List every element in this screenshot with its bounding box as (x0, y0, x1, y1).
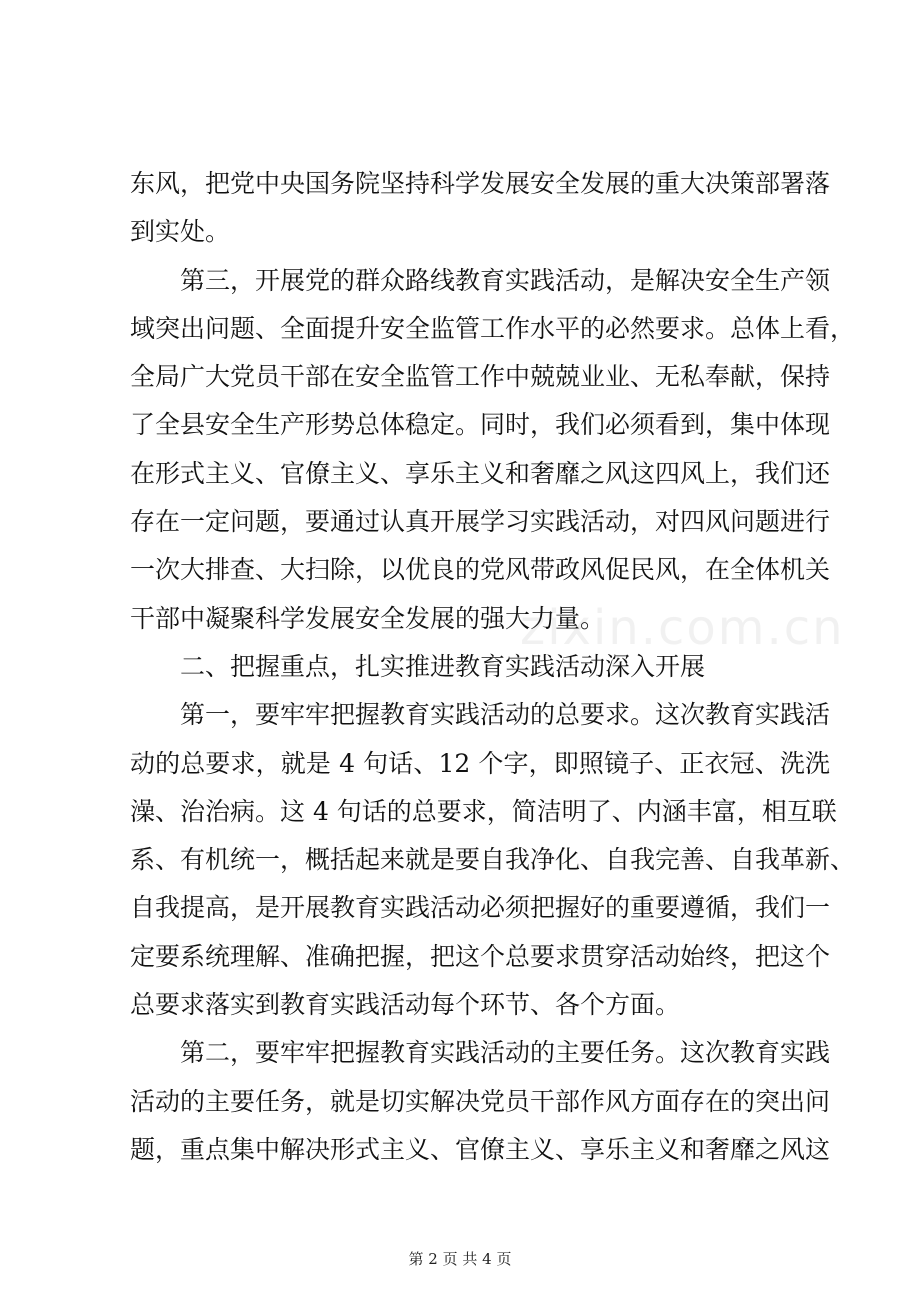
body-text (130, 160, 856, 1174)
text-line: 东风，把党中央国务院坚持科学发展安全发展的重大决策部署落 (130, 169, 831, 198)
text-line: 域突出问题、全面提升安全监管工作水平的必然要求。总体上看， (130, 313, 856, 343)
text-line: 全局广大党员干部在安全监管工作中兢兢业业、无私奉献，保持 (130, 362, 831, 392)
watermark: zixin.com.cn (520, 600, 845, 656)
text-line: 一次大排查、大扫除，以优良的党风带政风促民风，在全体机关 (130, 555, 831, 585)
text-line: 澡、治治病。这 4 句话的总要求，简洁明了、内涵丰富，相互联 (130, 796, 837, 826)
text-line: 干部中凝聚科学发展安全发展的强大力量。 (130, 603, 606, 633)
text-line: 第二，要牢牢把握教育实践活动的主要任务。这次教育实践 (130, 1038, 831, 1068)
text-line: 总要求落实到教育实践活动每个环节、各个方面。 (130, 990, 681, 1020)
page-footer: 第 2 页 共 4 页 (408, 1250, 512, 1268)
text-line: 活动的主要任务，就是切实解决党员干部作风方面存在的突出问 (130, 1086, 831, 1116)
text-line: 定要系统理解、准确把握，把这个总要求贯穿活动始终，把这个 (130, 941, 831, 971)
text-line: 自我提高，是开展教育实践活动必须把握好的重要遵循，我们一 (130, 893, 831, 923)
text-line: 第一，要牢牢把握教育实践活动的总要求。这次教育实践活 (130, 700, 831, 730)
section-heading: 二、把握重点，扎实推进教育实践活动深入开展 (130, 651, 706, 681)
text-line: 在形式主义、官僚主义、享乐主义和奢靡之风这四风上，我们还 (130, 458, 831, 488)
text-line: 第三，开展党的群众路线教育实践活动，是解决安全生产领 (130, 265, 831, 295)
text-line: 了全县安全生产形势总体稳定。同时，我们必须看到，集中体现 (130, 410, 831, 440)
text-line: 题，重点集中解决形式主义、官僚主义、享乐主义和奢靡之风这 (130, 1134, 831, 1164)
text-line: 系、有机统一，概括起来就是要自我净化、自我完善、自我革新、 (130, 845, 856, 875)
text-line: 存在一定问题，要通过认真开展学习实践活动，对四风问题进行 (130, 507, 831, 537)
text-line: 到实处。 (130, 217, 231, 247)
text-line: 动的总要求，就是 4 句话、12 个字，即照镜子、正衣冠、洗洗 (130, 748, 830, 778)
